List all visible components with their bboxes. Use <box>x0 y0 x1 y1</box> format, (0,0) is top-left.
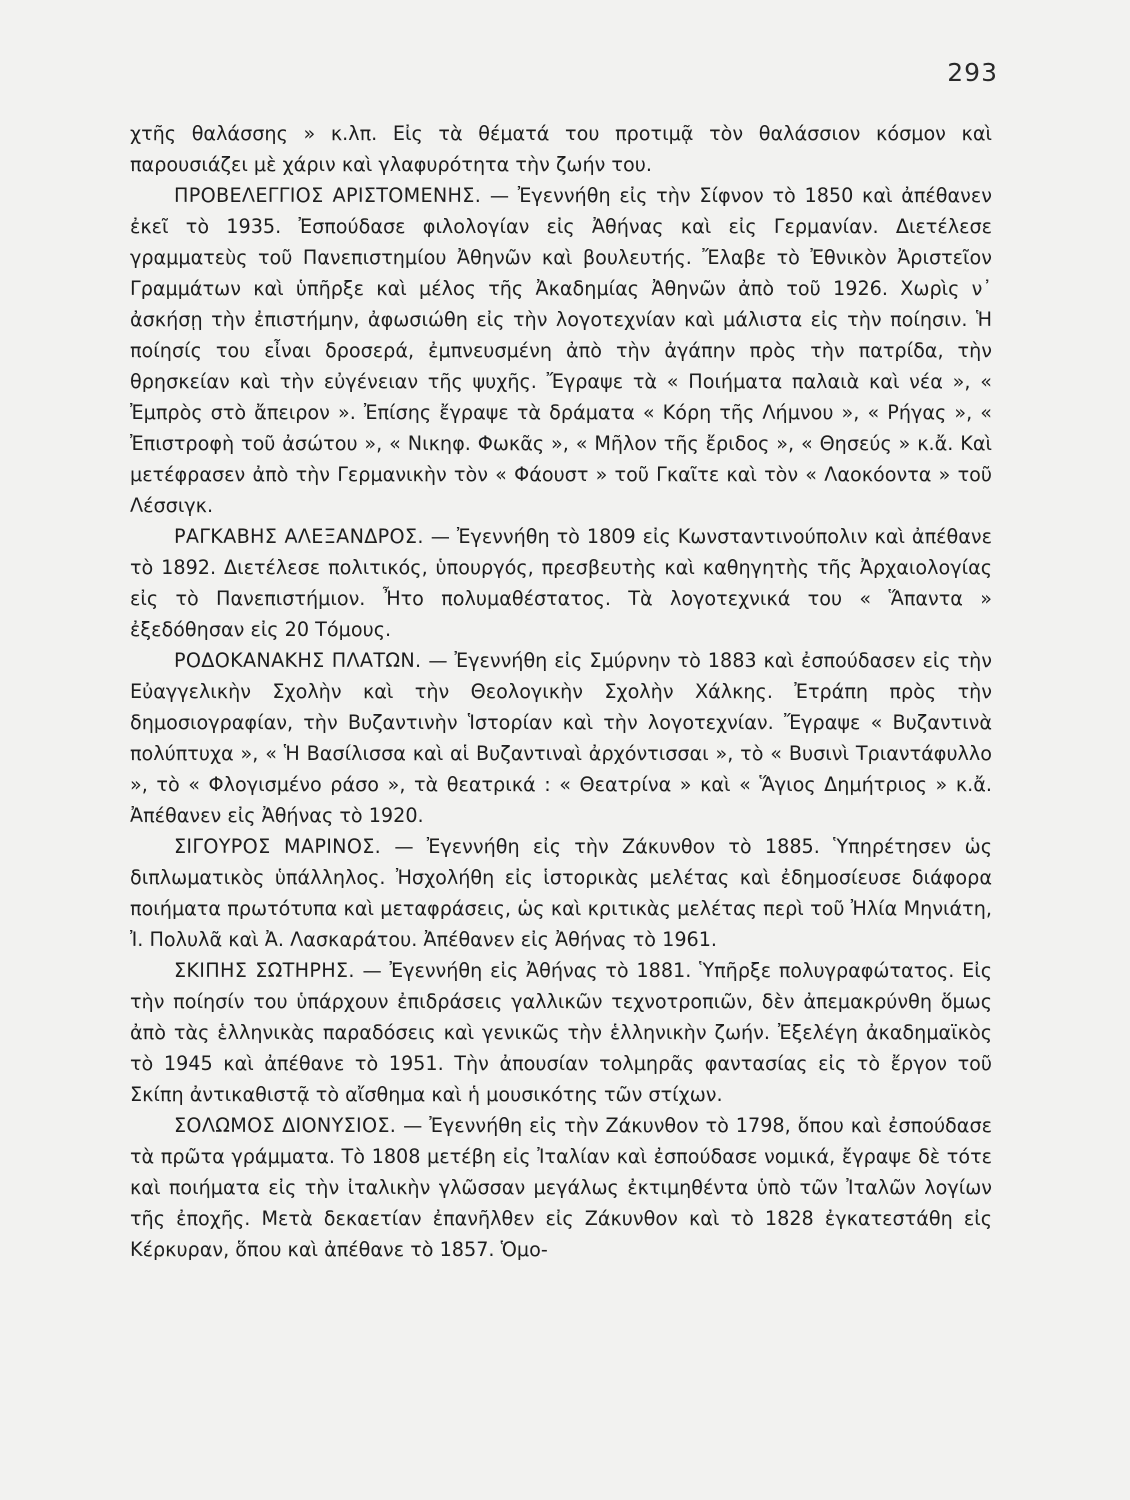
entry-text: — Ἐγεννήθη εἰς τὴν Ζάκυνθον τὸ 1885. Ὑπηρέτησεν ὡς διπλωματικὸς ὑπάλληλος. Ἠσχολήθη εἰς ἱστορικὰς μελέτας καὶ ἐδημοσίευσε διάφορα ποιήματα πρωτότυπα καὶ μεταφράσεις, ὡς καὶ κριτικὰς μελέτας περὶ τοῦ Ἠλία Μηνιάτη, Ἰ. Πολυλᾶ καὶ Ἀ. Λασκαράτου. Ἀπέθανεν εἰς Ἀθήνας τὸ 1961. <box>130 835 992 951</box>
entry-heading: ΣΟΛΩΜΟΣ ΔΙΟΝΥΣΙΟΣ. <box>174 1114 397 1137</box>
entry-solomos <box>130 1110 992 1265</box>
entry-skipis <box>130 955 992 1110</box>
entry-sigouros <box>130 831 992 955</box>
entry-text: — Ἐγεννήθη εἰς Ἀθήνας τὸ 1881. Ὑπῆρξε πολυγραφώτατος. Εἰς τὴν ποίησίν του ὑπάρχουν ἐπιδράσεις γαλλικῶν τεχνοτροπιῶν, δὲν ἀπεμακρύνθη ὅμως ἀπὸ τὰς ἑλληνικὰς παραδόσεις καὶ γενικῶς τὴν ἑλληνικὴν ζωήν. Ἐξελέγη ἀκαδημαϊκὸς τὸ 1945 καὶ ἀπέθανε τὸ 1951. Τὴν ἀπουσίαν τολμηρᾶς φαντασίας εἰς τὸ ἔργον τοῦ Σκίπη ἀντικαθιστᾷ τὸ αἴσθημα καὶ ἡ μουσικότης τῶν στίχων. <box>130 959 992 1106</box>
intro-paragraph: χτῆς θαλάσσης » κ.λπ. Εἰς τὰ θέματά του προτιμᾷ τὸν θαλάσσιον κόσμον καὶ παρουσιάζει μὲ χάριν καὶ γλαφυρότητα τὴν ζωήν του. <box>130 122 992 176</box>
entry-text: — Ἐγεννήθη εἰς τὴν Σίφνον τὸ 1850 καὶ ἀπέθανεν ἐκεῖ τὸ 1935. Ἐσπούδασε φιλολογίαν εἰς Ἀθήνας καὶ εἰς Γερμανίαν. Διετέλεσε γραμματεὺς τοῦ Πανεπιστημίου Ἀθηνῶν καὶ βουλευτής. Ἔλαβε τὸ Ἐθνικὸν Ἀριστεῖον Γραμμάτων καὶ ὑπῆρξε καὶ μέλος τῆς Ἀκαδημίας Ἀθηνῶν ἀπὸ τοῦ 1926. Χωρὶς ν᾽ ἀσκήσῃ τὴν ἐπιστήμην, ἀφωσιώθη εἰς τὴν λογοτεχνίαν καὶ μάλιστα εἰς τὴν ποίησιν. Ἡ ποίησίς του εἶναι δροσερά, ἐμπνευσμένη ἀπὸ τὴν ἀγάπην πρὸς τὴν πατρίδα, τὴν θρησκείαν καὶ τὴν εὐγένειαν τῆς ψυχῆς. Ἔγραψε τὰ « Ποιήματα παλαιὰ καὶ νέα », « Ἐμπρὸς στὸ ἄπειρον ». Ἐπίσης ἔγραψε τὰ δράματα « Κόρη τῆς Λήμνου », « Ρήγας », « Ἐπιστροφὴ τοῦ ἀσώτου », « Νικηφ. Φωκᾶς », « Μῆλον τῆς ἔριδος », « Θησεύς » κ.ἄ. Καὶ μετέφρασεν ἀπὸ τὴν Γερμανικὴν τὸν « Φάουστ » τοῦ Γκαῖτε καὶ τὸν « Λαοκόοντα » τοῦ Λέσσιγκ. <box>130 184 992 517</box>
page-number: 293 <box>947 58 998 87</box>
entry-rangavis <box>130 521 992 645</box>
entry-heading: ΣΙΓΟΥΡΟΣ ΜΑΡΙΝΟΣ. <box>174 835 382 858</box>
entry-heading: ΠΡΟΒΕΛΕΓΓΙΟΣ ΑΡΙΣΤΟΜΕΝΗΣ. <box>174 184 482 207</box>
entry-text: — Ἐγεννήθη τὸ 1809 εἰς Κωνσταντινούπολιν καὶ ἀπέθανε τὸ 1892. Διετέλεσε πολιτικός, ὑπουργός, πρεσβευτὴς καὶ καθηγητὴς τῆς Ἀρχαιολογίας εἰς τὸ Πανεπιστήμιον. Ἦτο πολυμαθέστατος. Τὰ λογοτεχνικά του « Ἅπαντα » ἐξεδόθησαν εἰς 20 Τόμους. <box>130 525 992 641</box>
entry-provelengios <box>130 180 992 521</box>
entry-text: — Ἐγεννήθη εἰς Σμύρνην τὸ 1883 καὶ ἐσπούδασεν εἰς τὴν Εὐαγγελικὴν Σχολὴν καὶ τὴν Θεολογικὴν Σχολὴν Χάλκης. Ἐτράπη πρὸς τὴν δημοσιογραφίαν, τὴν Βυζαντινὴν Ἱστορίαν καὶ τὴν λογοτεχνίαν. Ἔγραψε « Βυζαντινὰ πολύπτυχα », « Ἡ Βασίλισσα καὶ αἱ Βυζαντιναὶ ἀρχόντισσαι », τὸ « Βυσινὶ Τριαντάφυλλο », τὸ « Φλογισμένο ράσο », τὰ θεατρικά : « Θεατρίνα » καὶ « Ἅγιος Δημήτριος » κ.ἄ. Ἀπέθανεν εἰς Ἀθήνας τὸ 1920. <box>130 649 992 827</box>
entry-rodokanakis <box>130 645 992 831</box>
entry-heading: ΡΟΔΟΚΑΝΑΚΗΣ ΠΛΑΤΩΝ. <box>174 649 422 672</box>
page-body <box>130 118 992 1265</box>
entry-text: — Ἐγεννήθη εἰς τὴν Ζάκυνθον τὸ 1798, ὅπου καὶ ἐσπούδασε τὰ πρῶτα γράμματα. Τὸ 1808 μετέβη εἰς Ἰταλίαν καὶ ἐσπούδασε νομικά, ἔγραψε δὲ τότε καὶ ποιήματα εἰς τὴν ἰταλικὴν γλῶσσαν μεγάλως ἐκτιμηθέντα ὑπὸ τῶν Ἰταλῶν λογίων τῆς ἐποχῆς. Μετὰ δεκαετίαν ἐπανῆλθεν εἰς Ζάκυνθον καὶ τὸ 1828 ἐγκατεστάθη εἰς Κέρκυραν, ὅπου καὶ ἀπέθανε τὸ 1857. Ὁμο- <box>130 1114 992 1261</box>
entry-heading: ΣΚΙΠΗΣ ΣΩΤΗΡΗΣ. <box>174 959 355 982</box>
entry-heading: ΡΑΓΚΑΒΗΣ ΑΛΕΞΑΝΔΡΟΣ. <box>174 525 424 548</box>
